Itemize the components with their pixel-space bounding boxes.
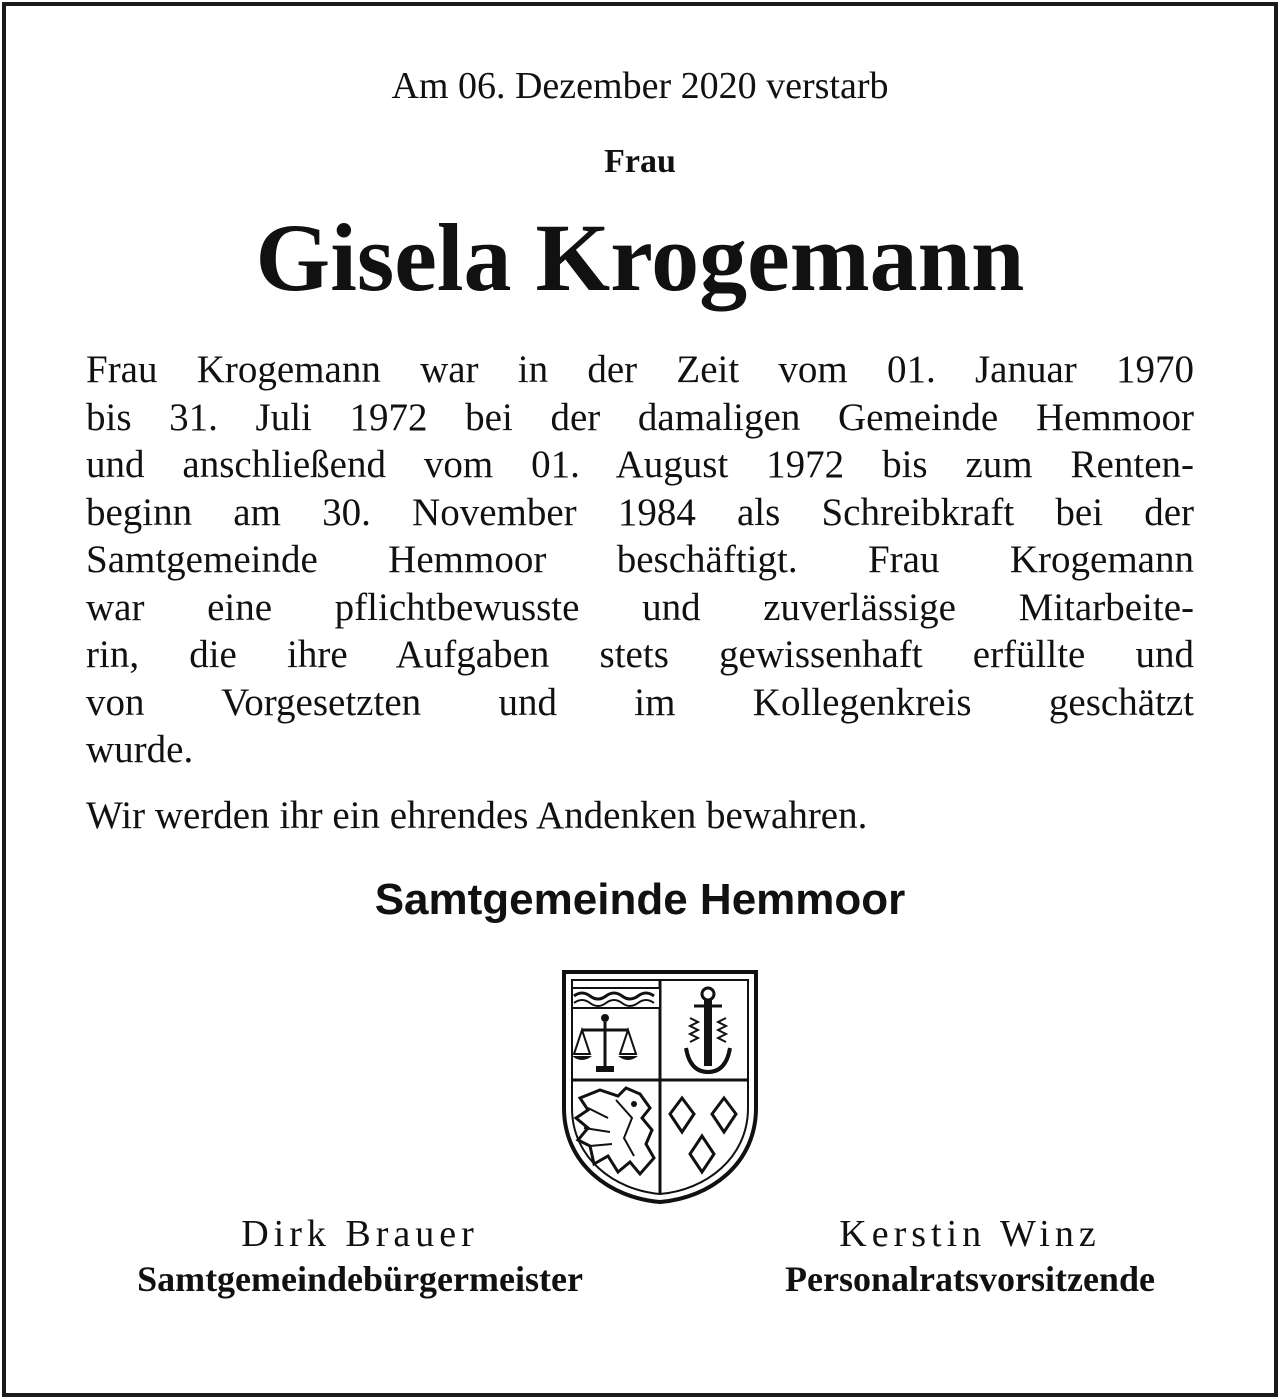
signatory-left: [40, 1212, 680, 1300]
tribute-line: wurde.: [86, 728, 194, 771]
tribute-paragraph: [86, 346, 1194, 774]
signatory-role: Personalratsvorsitzende: [785, 1259, 1155, 1299]
tribute-line: rin, die ihre Aufgaben stets gewissenhaft erfüllte und: [86, 633, 1194, 676]
tribute-line: war eine pflichtbewusste und zuverlässige Mitarbeite-: [86, 585, 1194, 629]
tribute-line: Frau Krogemann war in der Zeit vom 01. Januar 1970: [86, 348, 1194, 391]
deceased-name: Gisela Krogemann: [255, 204, 1025, 311]
coat-of-arms-icon: [560, 968, 760, 1206]
signatory-role: Samtgemeindebürgermeister: [137, 1259, 583, 1299]
tribute-line: beginn am 30. November 1984 als Schreibkraft bei der: [86, 490, 1194, 534]
signatory-right: [650, 1212, 1280, 1300]
organization-name: Samtgemeinde Hemmoor: [374, 875, 906, 924]
closing-sentence: Wir werden ihr ein ehrendes Andenken bewahren.: [86, 794, 868, 837]
signatory-name: Kerstin Winz: [839, 1213, 1101, 1255]
death-date-line: Am 06. Dezember 2020 verstarb: [391, 65, 889, 107]
tribute-line: Samtgemeinde Hemmoor beschäftigt. Frau Krogemann: [86, 538, 1194, 581]
honorific: Frau: [604, 143, 676, 180]
signatory-name: Dirk Brauer: [241, 1213, 479, 1255]
tribute-line: von Vorgesetzten und im Kollegenkreis geschätzt: [86, 680, 1194, 724]
tribute-line: bis 31. Juli 1972 bei der damaligen Gemeinde Hemmoor: [86, 395, 1194, 439]
tribute-line: und anschließend vom 01. August 1972 bis zum Renten-: [86, 443, 1194, 486]
